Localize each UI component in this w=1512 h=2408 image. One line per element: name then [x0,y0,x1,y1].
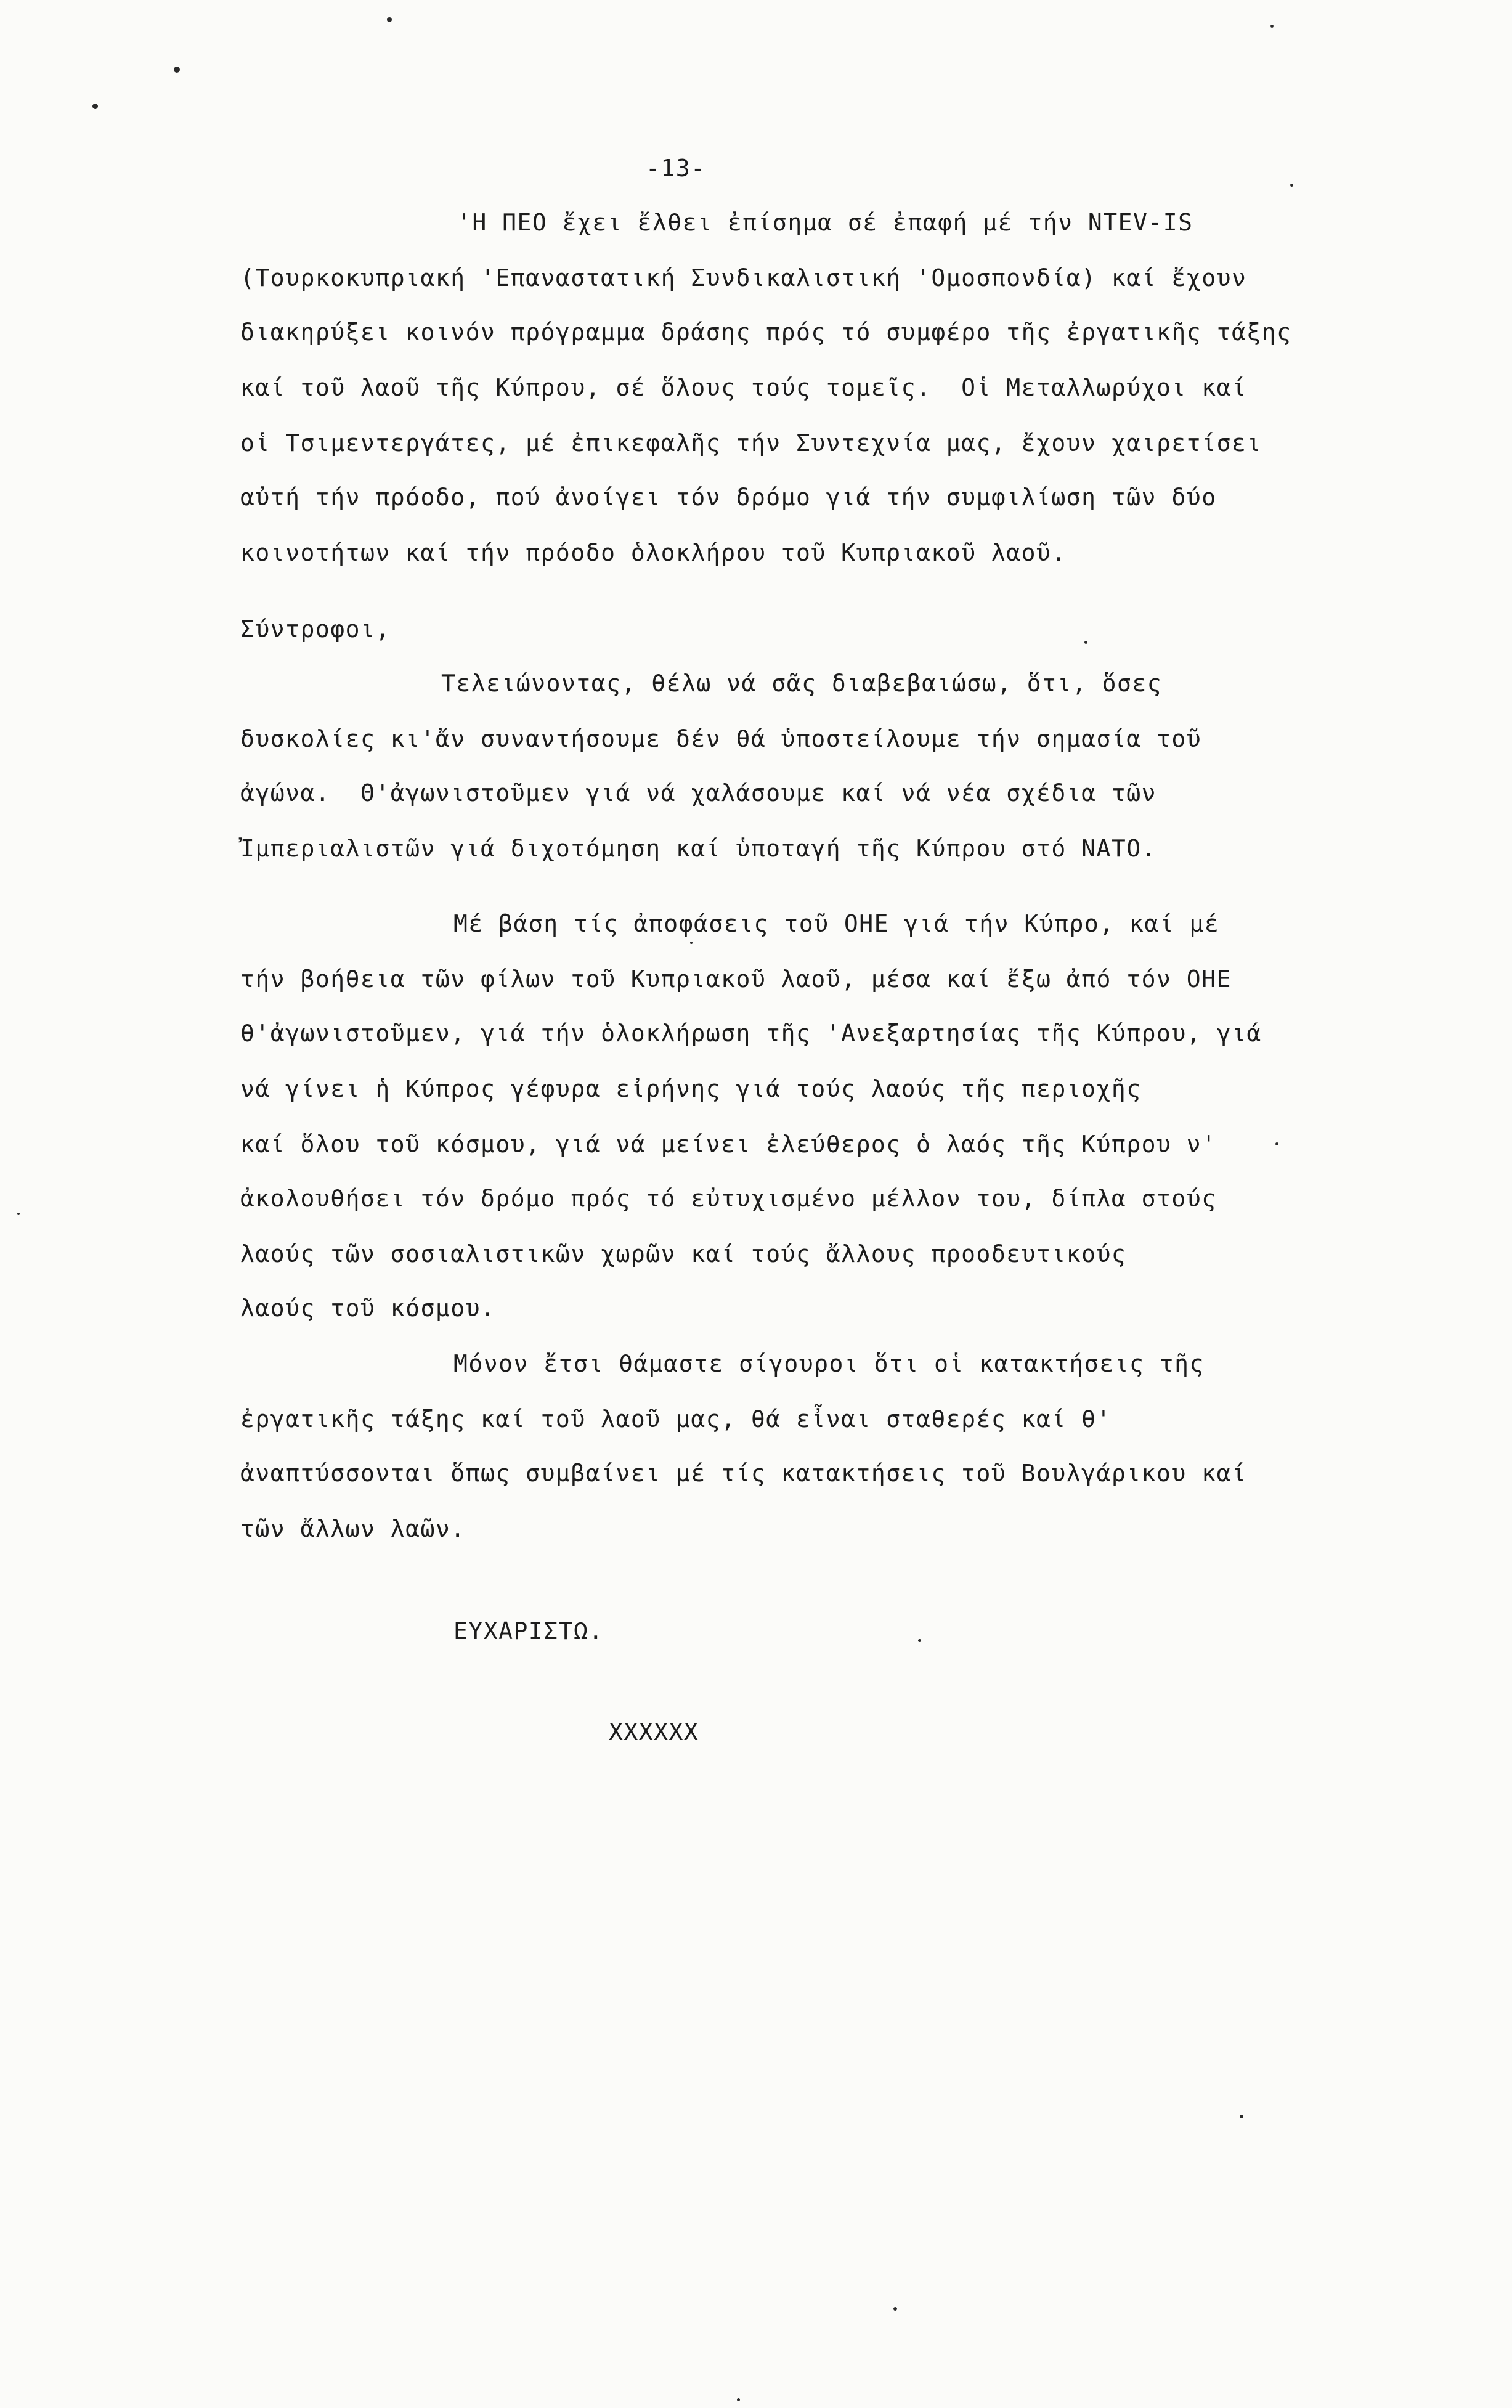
scan-speck [387,17,392,22]
paragraph-5-line-1: Μόνον ἔτσι θάμαστε σίγουροι ὅτι οἱ κατακτήσεις τῆς [453,1350,1205,1377]
paragraph-1-line-4: καί τοῦ λαοῦ τῆς Κύπρου, σέ ὅλους τούς τομεῖς. Οἱ Μεταλλωρύχοι καί [240,374,1247,401]
scan-speck [918,1639,921,1642]
paragraph-1-line-3: διακηρύξει κοινόν πρόγραμμα δράσης πρός τό συμφέρο τῆς ἐργατικῆς τάξης [240,319,1292,346]
end-mark: XXXXXX [609,1719,699,1746]
salutation: Σύντροφοι, [240,616,391,643]
scan-speck [174,67,180,73]
paragraph-3-line-2: δυσκολίες κι'ἄν συναντήσουμε δέν θά ὑποστείλουμε τήν σημασία τοῦ [240,725,1202,752]
scan-speck [17,1213,20,1215]
paragraph-5-line-3: ἀναπτύσσονται ὅπως συμβαίνει μέ τίς κατακτήσεις τοῦ Βουλγάρικου καί [240,1460,1247,1487]
paragraph-1-line-2: (Τουρκοκυπριακή 'Επαναστατική Συνδικαλιστική 'Ομοσπονδία) καί ἔχουν [240,264,1247,291]
paragraph-1-line-5: οἱ Τσιμεντεργάτες, μέ ἐπικεφαλῆς τήν Συντεχνία μας, ἔχουν χαιρετίσει [240,429,1262,457]
paragraph-5-line-2: ἐργατικῆς τάξης καί τοῦ λαοῦ μας, θά εἶναι σταθερές καί θ' [240,1405,1112,1433]
scan-speck [1240,2115,1243,2118]
paragraph-4-line-2: τήν βοήθεια τῶν φίλων τοῦ Κυπριακοῦ λαοῦ, μέσα καί ἔξω ἀπό τόν ΟΗΕ [240,966,1232,993]
paragraph-1-line-6: αὐτή τήν πρόοδο, πού ἀνοίγει τόν δρόμο γιά τήν συμφιλίωση τῶν δύο [240,484,1217,511]
paragraph-5-line-4: τῶν ἄλλων λαῶν. [240,1515,466,1542]
scan-speck [1270,25,1274,28]
paragraph-4-line-4: νά γίνει ἡ Κύπρος γέφυρα εἰρήνης γιά τούς λαούς τῆς περιοχῆς [240,1075,1142,1102]
paragraph-4-line-1: Μέ βάση τίς ἀποφάσεις τοῦ ΟΗΕ γιά τήν Κύπρο, καί μέ [453,910,1220,937]
paragraph-3-line-3: ἀγώνα. Θ'ἀγωνιστοῦμεν γιά νά χαλάσουμε καί νά νέα σχέδια τῶν [240,779,1157,807]
scan-speck [1084,641,1087,644]
scan-speck [1290,184,1293,187]
paragraph-1-line-7: κοινοτήτων καί τήν πρόοδο ὁλοκλήρου τοῦ Κυπριακοῦ λαοῦ. [240,539,1067,566]
scan-speck [1275,1142,1278,1145]
paragraph-4-line-3: θ'ἀγωνιστοῦμεν, γιά τήν ὁλοκλήρωση τῆς 'Ανεξαρτησίας τῆς Κύπρου, γιά [240,1020,1262,1047]
scan-speck [690,942,693,944]
scan-speck [893,2307,897,2311]
closing-thanks: ΕΥΧΑΡΙΣΤΩ. [453,1617,604,1645]
paragraph-4-line-7: λαούς τῶν σοσιαλιστικῶν χωρῶν καί τούς ἄλλους προοδευτικούς [240,1240,1127,1267]
scan-speck [737,2398,740,2401]
paragraph-1-line-1: 'Η ΠΕΟ ἔχει ἔλθει ἐπίσημα σέ ἐπαφή μέ τήν NTEV-IS [457,209,1193,236]
paragraph-4-line-6: ἀκολουθήσει τόν δρόμο πρός τό εὐτυχισμένο μέλλον του, δίπλα στούς [240,1185,1217,1212]
paragraph-4-line-8: λαούς τοῦ κόσμου. [240,1295,496,1322]
scan-speck [92,104,98,109]
paragraph-3-line-4: Ἰμπεριαλιστῶν γιά διχοτόμηση καί ὑποταγή τῆς Κύπρου στό ΝΑΤΟ. [240,835,1157,862]
paragraph-4-line-5: καί ὅλου τοῦ κόσμου, γιά νά μείνει ἐλεύθερος ὁ λαός τῆς Κύπρου ν' [240,1131,1217,1158]
paragraph-3-line-1: Τελειώνοντας, θέλω νά σᾶς διαβεβαιώσω, ὅτι, ὅσες [441,670,1163,697]
page-number: -13- [646,155,706,182]
